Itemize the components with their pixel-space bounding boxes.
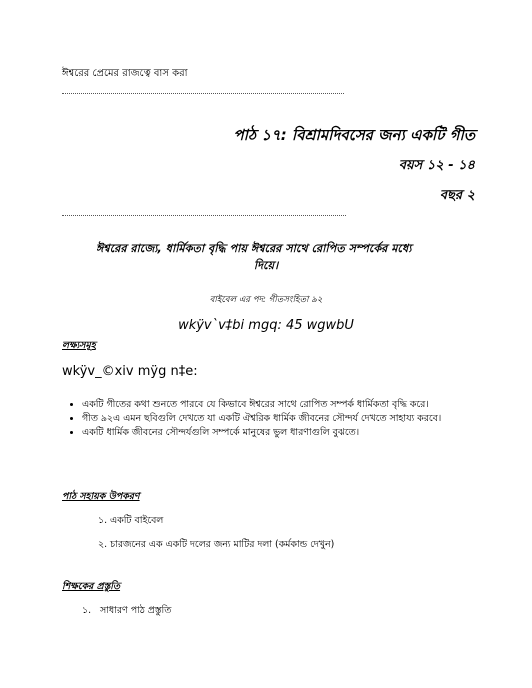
list-item: • একটি গীতের কথা শুনতে পারবে যে কিভাবে ঈশ্বরের সাথে রোপিত সম্পর্ক ধার্মিকতা বৃদ্ধি করে। (82, 398, 532, 412)
theme-line-1: ঈশ্বরের রাজ্যে, ধার্মিকতা বৃদ্ধি পায় ঈশ্বরের সাথে রোপিত সম্পর্কের মধ্যে (96, 242, 412, 255)
objectives-heading: লক্ষ্যসমূহ (62, 340, 96, 351)
objectives-list (48, 398, 532, 439)
theme-line-2: দিয়ে। (253, 259, 279, 272)
title-divider (62, 215, 346, 216)
memory-verse: wkÿv`v‡bi mgq: 45 wgwbU (178, 318, 354, 333)
list-item: • গীত ৯২এ এমন ছবিগুলি দেখতে যা একটি ঐশ্বরিক ধার্মিক জীবনের সৌন্দর্য দেখতে সাহায্য করবে। (82, 412, 532, 426)
age-range: বয়স ১২ - ১৪ (398, 158, 475, 173)
material-item: ২. চারজনের এক একটি দলের জন্য মাটির দলা (কর্মকান্ড দেখুন) (98, 539, 335, 550)
materials-heading: পাঠ সহায়ক উপকরণ (62, 491, 140, 502)
preparation-heading: শিক্ষকের প্রস্তুতি (62, 581, 121, 592)
list-item: • একটি ধার্মিক জীবনের সৌন্দর্যগুলি সম্পর্কে মানুষের ভুল ধারণাগুলি বুঝতে। (82, 426, 532, 440)
material-item: ১. একটি বাইবেল (98, 515, 164, 526)
preparation-item: ১. সাধারণ পাঠ প্রস্তুতি (82, 605, 172, 616)
bible-passage: বাইবেল এর পদ: গীতসংহিতা ৯২ (209, 295, 323, 305)
series-title: ঈশ্বরের প্রেমের রাজত্বে বাস করা (62, 68, 188, 79)
lesson-title: পাঠ ১৭: বিশ্রামদিবসের জন্য একটি গীত (233, 126, 475, 144)
year-label: বছর ২ (439, 188, 475, 203)
header-divider (62, 93, 344, 94)
objectives-intro: wkÿv_©xiv mÿg n‡e: (62, 364, 198, 379)
